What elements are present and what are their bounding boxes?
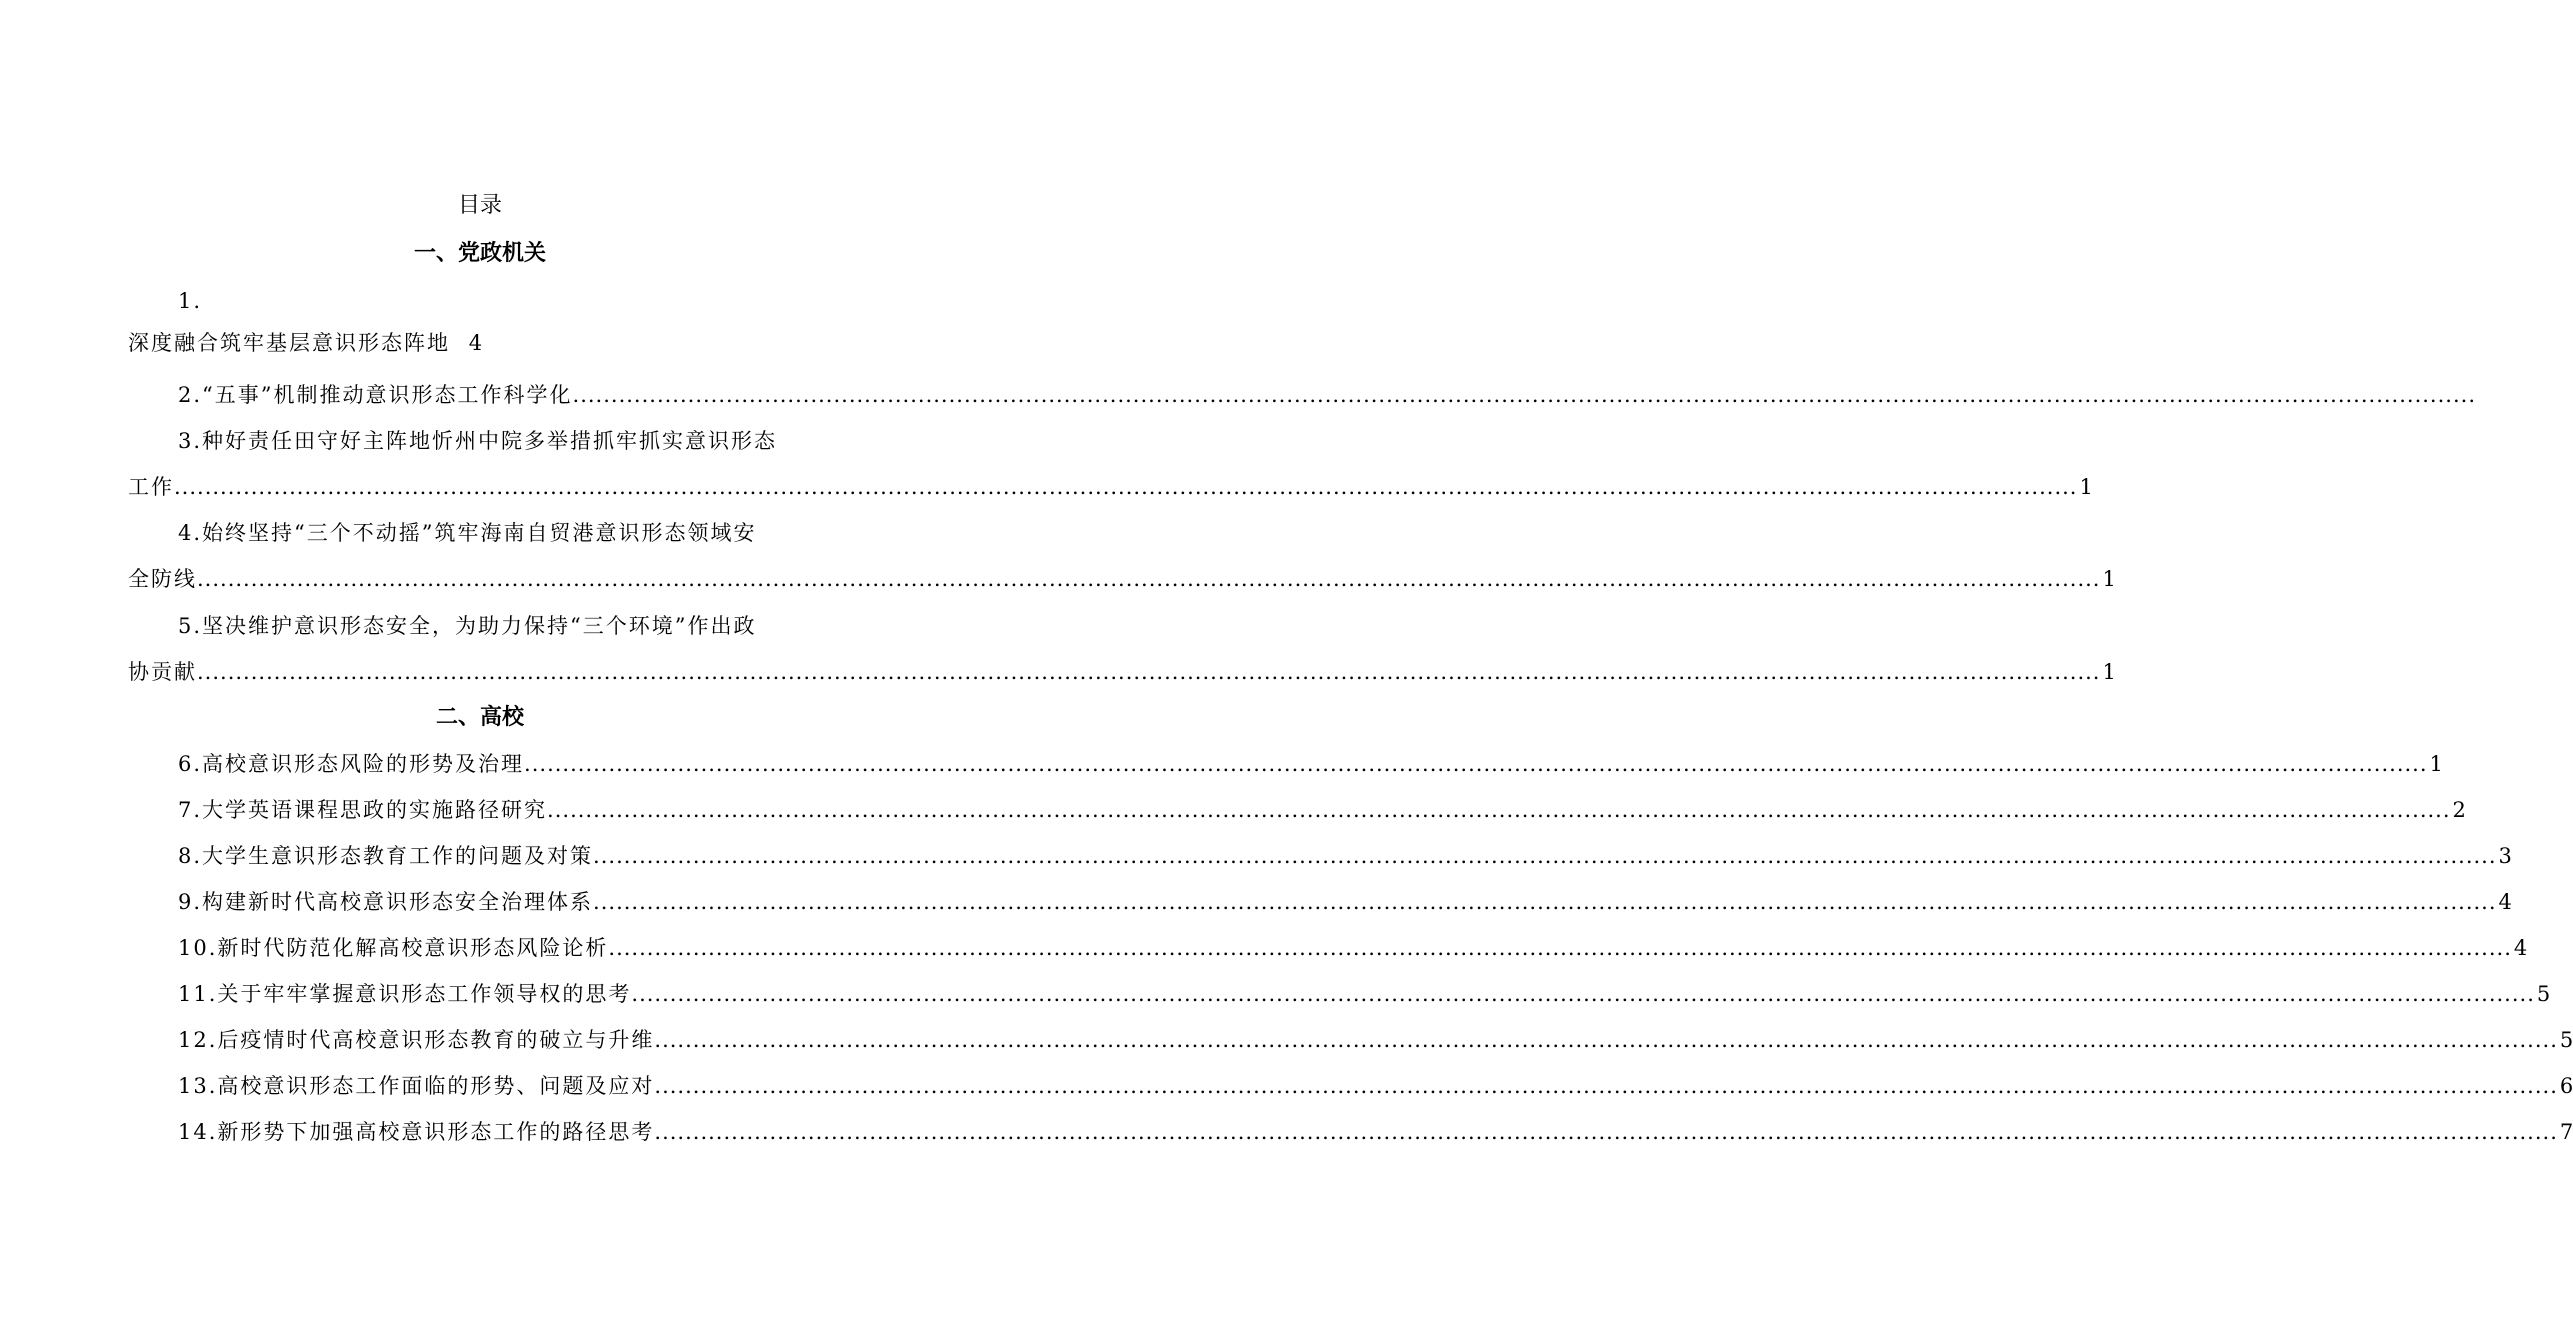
toc-entry-9-text: 9.构建新时代高校意识形态安全治理体系: [178, 890, 594, 914]
toc-entry-4[interactable]: [128, 564, 2116, 594]
toc-entry-2-leader: [573, 380, 2476, 410]
toc-entry-3-page: 1: [2079, 475, 2093, 499]
toc-entry-12-leader: [654, 1025, 2557, 1055]
toc-entry-11[interactable]: [178, 979, 2551, 1009]
toc-entry-1-text: 深度融合筑牢基层意识形态阵地: [128, 331, 450, 355]
toc-entry-10-text: 10.新时代防范化解高校意识形态风险论析: [178, 936, 609, 960]
toc-entry-7-page: 2: [2452, 798, 2466, 822]
toc-entry-5-leader: [197, 657, 2100, 687]
toc-entry-2[interactable]: [178, 380, 970, 410]
toc-entry-8-leader: [593, 841, 2496, 871]
toc-entry-10-page: 4: [2513, 936, 2528, 960]
toc-entry-6-text: 6.高校意识形态风险的形势及治理: [178, 752, 525, 776]
section-heading-party-government: 一、党政机关: [413, 241, 546, 266]
toc-entry-13-page: 6: [2559, 1074, 2573, 1098]
toc-entry-8-text: 8.大学生意识形态教育工作的问题及对策: [178, 844, 594, 868]
toc-entry-10-leader: [608, 933, 2511, 963]
toc-entry-7-text: 7.大学英语课程思政的实施路径研究: [178, 798, 548, 822]
toc-entry-11-text: 11.关于牢牢掌握意识形态工作领导权的思考: [178, 982, 632, 1006]
toc-entry-11-leader: [631, 979, 2534, 1009]
toc-entry-5-line1[interactable]: 5.坚决维护意识形态安全，为助力保持“三个环境”作出政: [178, 614, 757, 638]
toc-entry-6[interactable]: [178, 749, 2443, 779]
toc-entry-12-text: 12.后疫情时代高校意识形态教育的破立与升维: [178, 1028, 655, 1052]
toc-entry-11-page: 5: [2536, 982, 2551, 1006]
toc-title: 目录: [457, 193, 502, 218]
toc-entry-7-leader: [547, 795, 2450, 825]
toc-entry-14-page: 7: [2559, 1120, 2573, 1144]
toc-entry-4-leader: [197, 564, 2100, 594]
toc-entry-5-text: 协贡献: [128, 660, 197, 684]
toc-entry-13-text: 13.高校意识形态工作面临的形势、问题及应对: [178, 1074, 655, 1098]
toc-entry-3-text: 工作: [128, 475, 174, 499]
toc-entry-3-line1[interactable]: 3.种好责任田守好主阵地忻州中院多举措抓牢抓实意识形态: [178, 429, 778, 453]
toc-entry-13-leader: [654, 1071, 2557, 1101]
toc-entry-5[interactable]: [128, 657, 2116, 687]
toc-entry-7[interactable]: [178, 795, 2466, 825]
toc-entry-9[interactable]: [178, 887, 2512, 917]
toc-entry-10[interactable]: [178, 933, 2528, 963]
toc-entry-4-line1[interactable]: 4.始终坚持“三个不动摇”筑牢海南自贸港意识形态领域安: [178, 521, 757, 545]
toc-entry-12-page: 5: [2559, 1028, 2573, 1052]
toc-entry-14[interactable]: [178, 1117, 2573, 1147]
toc-entry-4-text: 全防线: [128, 567, 197, 591]
toc-entry-6-page: 1: [2429, 752, 2443, 776]
toc-entry-2-text: 2.“五事”机制推动意识形态工作科学化: [178, 383, 573, 407]
toc-entry-6-leader: [524, 749, 2427, 779]
toc-entry-3-leader: [174, 472, 2077, 502]
section-heading-universities: 二、高校: [435, 705, 524, 730]
toc-entry-13[interactable]: [178, 1071, 2573, 1101]
toc-entry-4-page: 1: [2102, 567, 2116, 591]
toc-entry-9-leader: [593, 887, 2496, 917]
toc-entry-12[interactable]: [178, 1025, 2573, 1055]
toc-entry-1-number[interactable]: 1.: [178, 289, 203, 313]
toc-entry-1-title[interactable]: [128, 328, 484, 358]
toc-entry-14-leader: [654, 1117, 2557, 1147]
toc-entry-8-page: 3: [2498, 844, 2512, 868]
toc-entry-3[interactable]: [128, 472, 2093, 502]
toc-entry-1-page: 4: [468, 331, 485, 355]
toc-entry-8[interactable]: [178, 841, 2512, 871]
toc-entry-9-page: 4: [2498, 890, 2512, 914]
toc-entry-14-text: 14.新形势下加强高校意识形态工作的路径思考: [178, 1120, 655, 1144]
toc-entry-5-page: 1: [2102, 660, 2116, 684]
